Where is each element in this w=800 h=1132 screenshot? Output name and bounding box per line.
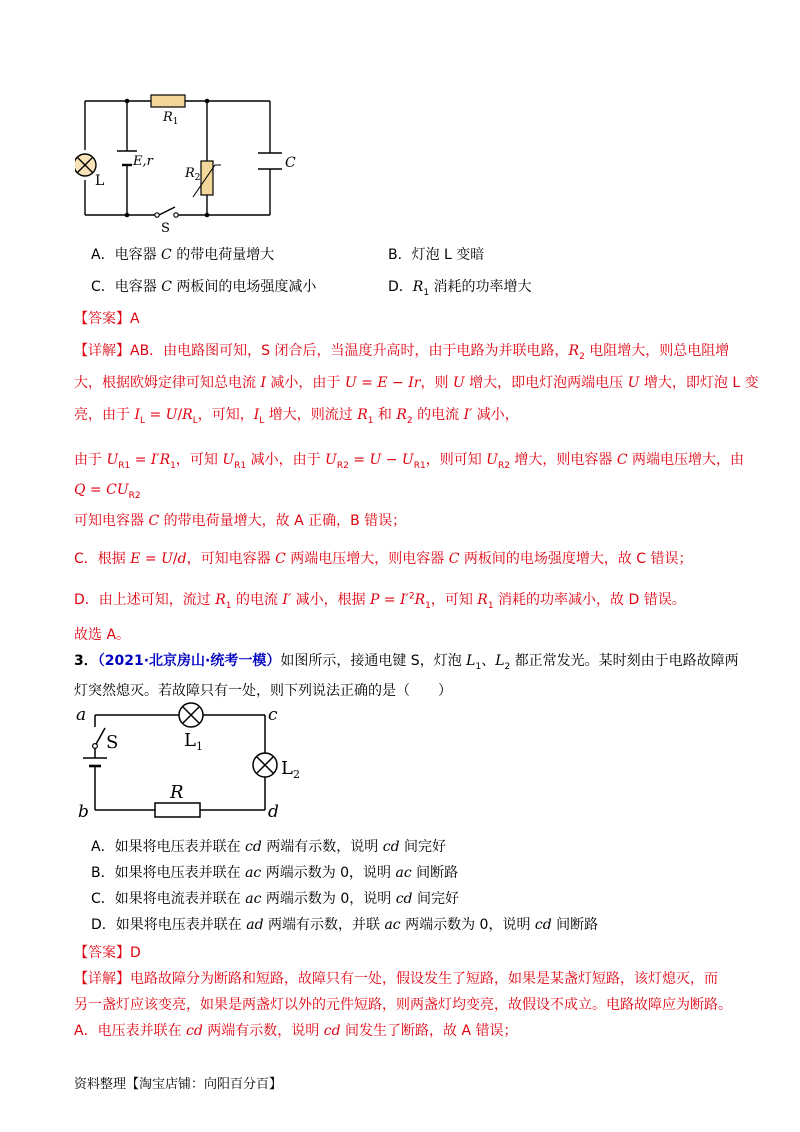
q3-option-d[interactable]: D．如果将电压表并联在 ad 两端有示数，并联 ac 两端示数为 0，说明 cd 间断路 [91,917,599,933]
label-l: L [95,173,105,189]
q2-detail-line1: 【详解】AB．由电路图可知，S 闭合后，当温度升高时，由于电路为并联电路，$R_2$ 电阻增大，则总电阻增 [74,343,730,362]
label-a: a [76,705,87,725]
q2-detail-line3: 亮，由于 $I_L = U/R_L$，可知，$I_L$ 增大，则流过 $R_1$ 和 $R_2$ 的电流 I′ 减小， [74,407,519,426]
q2-detail-line7: C．根据 E = U/d，可知电容器 C 两端电压增大，则电容器 C 两板间的电场强度增大，故 C 错误； [74,551,693,567]
label-d: d [268,802,279,822]
label-c: C [285,155,296,171]
label-l1: $L_1$ [184,730,203,753]
q2-detail-line2: 大，根据欧姆定律可知总电流 I 减小，由于 U = E − Ir，则 U 增大，即电灯泡两端电压 U 增大，即灯泡 L 变 [74,375,759,391]
label-r1: $R_1$ [163,110,179,127]
q3-option-a[interactable]: A．如果将电压表并联在 cd 两端有示数，说明 cd 间完好 [91,839,447,855]
label-r2: $R_2$ [185,166,201,183]
q3-option-b[interactable]: B．如果将电压表并联在 ac 两端示数为 0，说明 ac 间断路 [91,865,459,881]
label-r: R [170,782,184,803]
label-er: E,r [133,154,153,169]
circuit-diagram-2 [70,700,310,825]
label-s: S [161,221,170,235]
q3-option-c[interactable]: C．如果将电流表并联在 ac 两端示数为 0，说明 cd 间完好 [91,891,459,907]
q2-option-b[interactable]: B．灯泡 L 变暗 [388,247,485,263]
footer-source: 资料整理【淘宝店铺：向阳百分百】 [74,1077,283,1092]
label-b: b [78,802,89,822]
q3-detail-line2: 另一盏灯应该变亮，如果是两盏灯以外的元件短路，则两盏灯均变亮，故假设不成立。电路故障应为断路。 [74,997,732,1013]
q3-detail-line1: 【详解】电路故障分为断路和短路，故障只有一处，假设发生了短路，如果是某盏灯短路，该灯熄灭，而 [74,971,718,987]
q2-detail-line8: D．由上述可知，流过 $R_1$ 的电流 I′ 减小，根据 $P = I'^2R_1$，可知 $R_1$ 消耗的功率减小，故 D 错误。 [74,591,686,611]
q2-detail-line5: $Q = CU_{R2}$ [74,482,141,501]
label-s2: S [106,732,119,753]
label-c2: c [268,705,278,725]
q3-source: （2021·北京房山·统考一模） [97,653,281,669]
q3-stem-line2: 灯突然熄灭。若故障只有一处，则下列说法正确的是（ ） [74,683,452,699]
q2-option-a[interactable]: A．电容器 C 的带电荷量增大 [91,247,275,263]
q2-detail-line9: 故选 A。 [74,627,131,643]
q3-answer: 【答案】D [74,945,141,961]
q2-answer: 【答案】A [74,311,140,327]
q2-detail-line6: 可知电容器 C 的带电荷量增大，故 A 正确，B 错误； [74,513,407,529]
label-l2: $L_2$ [281,758,300,781]
q2-detail-line4: 由于 $U_{R1} = I'R_1$，可知 $U_{R1}$ 减小，由于 $U_{R2} = U - U_{R1}$，则可知 $U_{R2}$ 增大，则电容器 C 两端电压增大，由 [74,452,745,471]
q2-option-c[interactable]: C．电容器 C 两板间的电场强度减小 [91,279,317,295]
circuit-diagram-1 [75,85,305,235]
q2-option-d[interactable]: D．$R_1$ 消耗的功率增大 [388,279,532,298]
q3-stem-line1: 3．（2021·北京房山·统考一模）如图所示，接通电键 S，灯泡 $L_1$、$L_2$ 都正常发光。某时刻由于电路故障两 [74,653,739,672]
q3-detail-line3: A．电压表并联在 cd 两端有示数，说明 cd 间发生了断路，故 A 错误； [74,1023,518,1039]
